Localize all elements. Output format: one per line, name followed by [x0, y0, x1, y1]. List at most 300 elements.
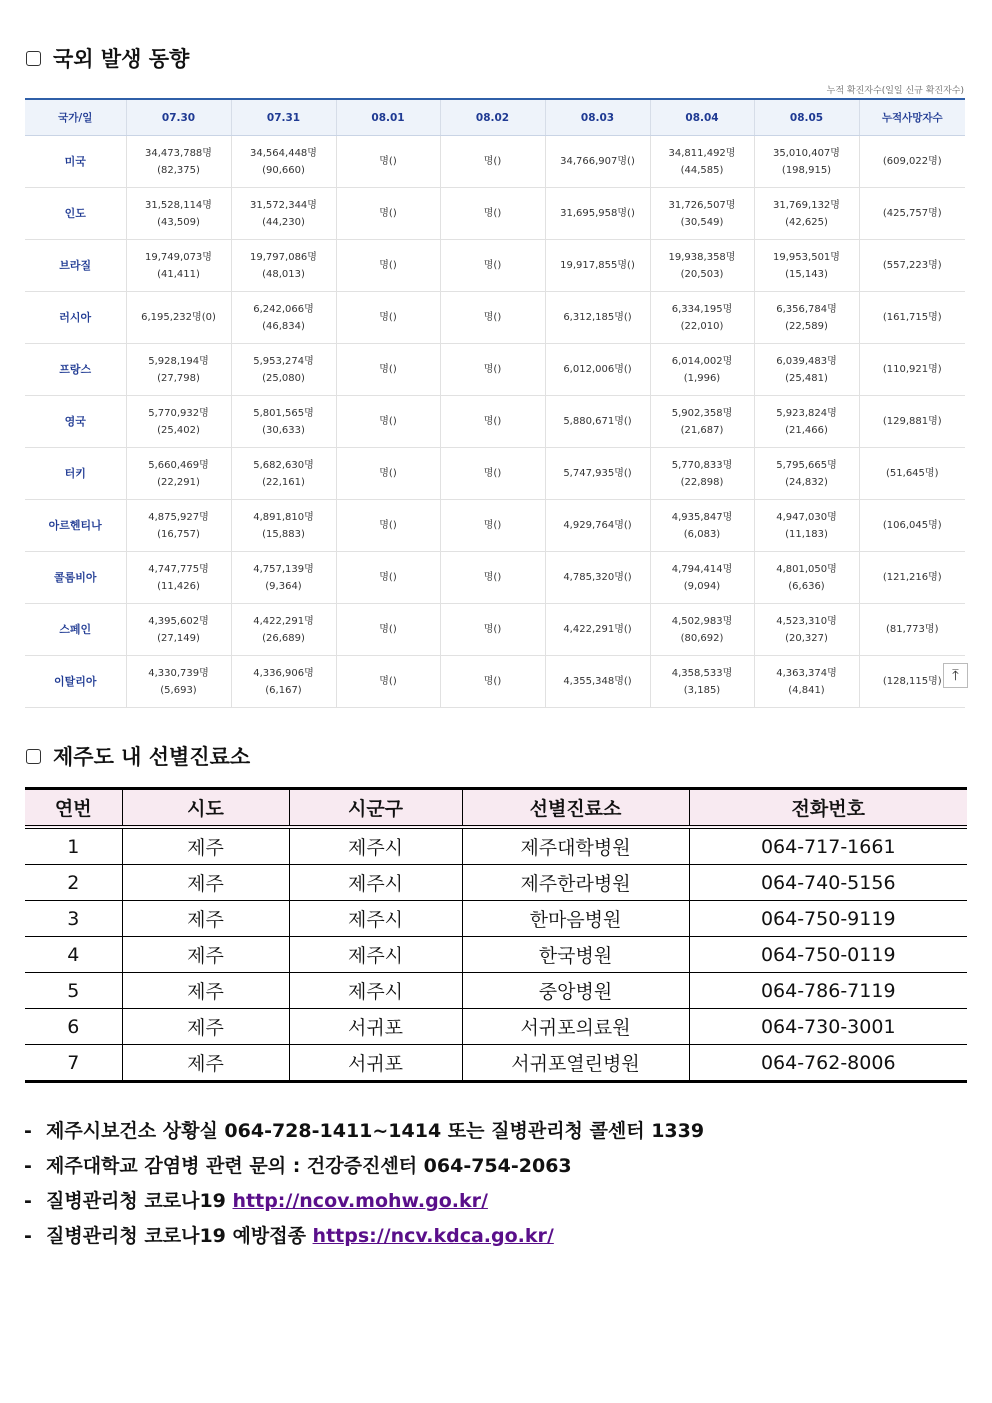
table-cell	[336, 448, 440, 500]
table-cell: 중앙병원	[462, 973, 689, 1009]
table-cell: 064-750-0119	[689, 937, 967, 973]
table-cell: 한국병원	[462, 937, 689, 973]
table-cell	[545, 500, 650, 552]
case-count: (106,045명)	[882, 520, 942, 531]
daily-new-cases: (43,509)	[157, 216, 200, 228]
case-count: 4,358,533명	[671, 667, 733, 679]
table-cell	[440, 344, 545, 396]
country-name: 프랑스	[25, 344, 126, 396]
table-cell	[440, 292, 545, 344]
table-cell	[859, 396, 965, 448]
case-count: 명()	[379, 624, 397, 635]
case-count: (110,921명)	[882, 364, 942, 375]
checkbox-icon	[26, 749, 41, 764]
table-cell	[336, 656, 440, 708]
table-row	[25, 396, 965, 448]
table-cell: 5	[25, 973, 122, 1009]
table-cell	[126, 552, 231, 604]
country-name: 터키	[25, 448, 126, 500]
table-cell	[440, 188, 545, 240]
column-header: 08.05	[754, 99, 859, 136]
case-count: 34,564,448명	[250, 147, 317, 159]
daily-new-cases: (3,185)	[683, 684, 721, 696]
case-count: 5,795,665명	[776, 459, 837, 471]
table-cell	[545, 344, 650, 396]
case-count: 4,935,847명	[671, 511, 733, 523]
table-cell: 4	[25, 937, 122, 973]
case-count: 6,356,784명	[776, 303, 837, 315]
table-cell	[650, 344, 754, 396]
table-cell	[754, 396, 859, 448]
table-cell: 서귀포	[289, 1009, 462, 1045]
clinics-title-text: 제주도 내 선별진료소	[53, 745, 251, 769]
case-count: 34,473,788명	[145, 147, 212, 159]
case-count: 5,801,565명	[253, 407, 314, 419]
table-cell: 제주대학병원	[462, 827, 689, 865]
table-cell: 7	[25, 1045, 122, 1082]
daily-new-cases: (25,481)	[785, 372, 828, 384]
table-cell: 제주	[122, 865, 289, 901]
case-count: 6,195,232명(0)	[141, 312, 216, 323]
table-cell	[440, 552, 545, 604]
overseas-cases-table	[25, 98, 965, 708]
case-count: 31,528,114명	[145, 199, 212, 211]
table-cell	[336, 344, 440, 396]
daily-new-cases: (15,143)	[785, 268, 828, 280]
daily-new-cases: (46,834)	[262, 320, 305, 332]
table-cell	[231, 344, 336, 396]
column-header: 연번	[25, 789, 122, 828]
case-count: 6,014,002명	[671, 355, 733, 367]
column-header: 선별진료소	[462, 789, 689, 828]
daily-new-cases: (198,915)	[781, 164, 832, 176]
daily-new-cases: (30,549)	[680, 216, 724, 228]
case-count: 31,572,344명	[250, 199, 317, 211]
case-count: (161,715명)	[882, 312, 942, 323]
daily-new-cases: (22,161)	[262, 476, 305, 488]
table-cell	[440, 656, 545, 708]
table-cell	[650, 448, 754, 500]
table-row	[25, 901, 967, 937]
country-name: 콜롬비아	[25, 552, 126, 604]
case-count: 5,770,932명	[148, 407, 209, 419]
overseas-section-title	[26, 43, 189, 73]
table-cell	[754, 188, 859, 240]
daily-new-cases: (16,757)	[157, 528, 200, 540]
daily-new-cases: (30,633)	[262, 424, 305, 436]
contact-line: - 제주시보건소 상황실 064-728-1411~1414 또는 질병관리청 콜센터 1339	[24, 1120, 705, 1142]
country-name: 이탈리아	[25, 656, 126, 708]
case-count: 4,422,291명()	[563, 624, 632, 635]
daily-new-cases: (27,798)	[157, 372, 200, 384]
case-count: 명()	[483, 676, 502, 687]
case-count: (557,223명)	[882, 260, 942, 271]
case-count: 31,769,132명	[773, 199, 840, 211]
daily-new-cases: (9,364)	[265, 580, 302, 592]
case-count: 명()	[379, 468, 397, 479]
case-count: 명()	[379, 416, 397, 427]
table-cell	[545, 240, 650, 292]
case-count: 5,660,469명	[148, 459, 209, 471]
case-count: 명()	[379, 572, 397, 583]
table-row	[25, 656, 965, 708]
table-cell	[859, 344, 965, 396]
case-count: 명()	[483, 624, 502, 635]
table-cell	[126, 344, 231, 396]
table-cell	[754, 448, 859, 500]
table-row	[25, 344, 965, 396]
table-cell	[859, 136, 965, 188]
table-cell	[754, 656, 859, 708]
daily-new-cases: (44,230)	[262, 216, 305, 228]
table-cell	[231, 552, 336, 604]
daily-new-cases: (6,083)	[683, 528, 721, 540]
table-cell: 제주시	[289, 973, 462, 1009]
country-name: 아르헨티나	[25, 500, 126, 552]
contact-info	[24, 1116, 704, 1256]
screening-clinics-table	[25, 787, 967, 1083]
case-count: 34,811,492명	[668, 147, 736, 159]
case-count: 5,880,671명()	[563, 416, 632, 427]
table-cell	[754, 604, 859, 656]
case-count: 명()	[379, 312, 397, 323]
daily-new-cases: (44,585)	[680, 164, 724, 176]
table-cell	[859, 188, 965, 240]
table-cell	[336, 136, 440, 188]
table-cell	[545, 292, 650, 344]
case-count: 4,891,810명	[253, 511, 314, 523]
table-cell	[126, 396, 231, 448]
case-count: 19,797,086명	[250, 251, 317, 263]
table-row	[25, 937, 967, 973]
table-cell: 6	[25, 1009, 122, 1045]
table-row	[25, 552, 965, 604]
case-count: 4,523,310명	[776, 615, 837, 627]
table-cell	[231, 396, 336, 448]
table-cell	[126, 500, 231, 552]
case-count: 35,010,407명	[773, 147, 840, 159]
daily-new-cases: (20,327)	[785, 632, 828, 644]
daily-new-cases: (4,841)	[788, 684, 825, 696]
table-cell: 1	[25, 827, 122, 865]
table-note: 누적 확진자수(일일 신규 확진자수)	[826, 86, 964, 96]
table-cell	[754, 500, 859, 552]
contact-line: - 제주대학교 감염병 관련 문의 : 건강증진센터 064-754-2063	[24, 1155, 572, 1177]
daily-new-cases: (5,693)	[160, 684, 197, 696]
ncv-link[interactable]: https://ncv.kdca.go.kr/	[312, 1225, 554, 1247]
table-cell	[545, 396, 650, 448]
daily-new-cases: (26,689)	[262, 632, 305, 644]
table-cell	[231, 656, 336, 708]
column-header: 전화번호	[689, 789, 967, 828]
table-row	[25, 604, 965, 656]
table-cell	[440, 500, 545, 552]
daily-new-cases: (20,503)	[680, 268, 724, 280]
case-count: 명()	[483, 416, 502, 427]
case-count: 6,312,185명()	[563, 312, 632, 323]
table-cell: 064-740-5156	[689, 865, 967, 901]
table-cell	[859, 604, 965, 656]
table-cell	[440, 136, 545, 188]
case-count: 4,422,291명	[253, 615, 314, 627]
table-row	[25, 292, 965, 344]
country-name: 러시아	[25, 292, 126, 344]
column-header: 07.31	[231, 99, 336, 136]
clinics-table-header	[25, 789, 967, 828]
case-count: 4,747,775명	[148, 563, 209, 575]
daily-new-cases: (22,589)	[785, 320, 828, 332]
ncov-link[interactable]: http://ncov.mohw.go.kr/	[232, 1190, 488, 1212]
table-cell	[126, 188, 231, 240]
table-cell: 서귀포의료원	[462, 1009, 689, 1045]
daily-new-cases: (15,883)	[262, 528, 305, 540]
case-count: 4,502,983명	[671, 615, 733, 627]
table-cell	[126, 604, 231, 656]
case-count: 4,801,050명	[776, 563, 837, 575]
table-cell	[126, 136, 231, 188]
table-cell: 서귀포	[289, 1045, 462, 1082]
case-count: 명()	[483, 260, 502, 271]
table-cell	[231, 136, 336, 188]
case-count: 4,363,374명	[776, 667, 837, 679]
table-cell	[336, 396, 440, 448]
case-count: 19,749,073명	[145, 251, 212, 263]
case-count: 5,747,935명()	[563, 468, 632, 479]
table-cell	[545, 136, 650, 188]
case-count: (51,645명)	[886, 468, 939, 479]
table-row	[25, 188, 965, 240]
case-count: (425,757명)	[882, 208, 942, 219]
table-cell	[754, 344, 859, 396]
daily-new-cases: (6,167)	[265, 684, 302, 696]
table-cell	[440, 604, 545, 656]
table-cell	[650, 500, 754, 552]
table-cell	[754, 292, 859, 344]
table-cell: 한마음병원	[462, 901, 689, 937]
daily-new-cases: (6,636)	[788, 580, 825, 592]
contact-text: 제주시보건소 상황실 064-728-1411~1414 또는 질병관리청 콜센터 1339	[46, 1120, 705, 1142]
case-count: 6,012,006명()	[563, 364, 632, 375]
case-count: 5,928,194명	[148, 355, 209, 367]
case-count: 4,947,030명	[776, 511, 837, 523]
case-count: 명()	[379, 156, 397, 167]
country-name: 브라질	[25, 240, 126, 292]
case-count: 명()	[483, 520, 502, 531]
table-cell	[650, 188, 754, 240]
case-count: 4,395,602명	[148, 615, 209, 627]
table-cell	[336, 188, 440, 240]
column-header: 08.03	[545, 99, 650, 136]
case-count: 명()	[483, 208, 502, 219]
table-cell: 064-750-9119	[689, 901, 967, 937]
table-cell: 제주시	[289, 901, 462, 937]
case-count: 4,757,139명	[253, 563, 314, 575]
daily-new-cases: (42,625)	[785, 216, 828, 228]
table-cell	[126, 448, 231, 500]
table-cell: 제주	[122, 827, 289, 865]
table-cell	[545, 448, 650, 500]
table-cell	[650, 240, 754, 292]
case-count: 명()	[483, 364, 502, 375]
daily-new-cases: (22,898)	[680, 476, 724, 488]
case-count: (121,216명)	[882, 572, 942, 583]
case-count: 5,953,274명	[253, 355, 314, 367]
table-cell	[650, 656, 754, 708]
case-count: 명()	[379, 520, 397, 531]
clinics-section-title	[26, 741, 250, 771]
column-header: 국가/일	[25, 99, 126, 136]
table-cell: 064-717-1661	[689, 827, 967, 865]
table-cell: 064-730-3001	[689, 1009, 967, 1045]
case-count: 19,953,501명	[773, 251, 840, 263]
country-name: 미국	[25, 136, 126, 188]
table-cell: 제주한라병원	[462, 865, 689, 901]
case-count: 34,766,907명()	[560, 156, 635, 167]
column-header: 누적사망자수	[859, 99, 965, 136]
case-count: 6,242,066명	[253, 303, 314, 315]
case-count: (129,881명)	[882, 416, 942, 427]
table-cell	[231, 188, 336, 240]
table-cell: 제주	[122, 901, 289, 937]
case-count: (81,773명)	[886, 624, 939, 635]
table-cell	[440, 448, 545, 500]
table-cell	[859, 292, 965, 344]
case-count: 31,726,507명	[668, 199, 736, 211]
case-count: 5,902,358명	[671, 407, 733, 419]
table-cell	[859, 448, 965, 500]
daily-new-cases: (24,832)	[785, 476, 828, 488]
daily-new-cases: (11,183)	[785, 528, 828, 540]
column-header: 07.30	[126, 99, 231, 136]
table-cell	[545, 604, 650, 656]
table-cell	[126, 240, 231, 292]
case-count: 명()	[379, 260, 397, 271]
table-row	[25, 865, 967, 901]
table-cell	[545, 188, 650, 240]
case-count: 4,929,764명()	[563, 520, 632, 531]
daily-new-cases: (21,687)	[680, 424, 724, 436]
daily-new-cases: (27,149)	[157, 632, 200, 644]
table-row	[25, 240, 965, 292]
table-cell	[336, 292, 440, 344]
daily-new-cases: (1,996)	[683, 372, 721, 384]
table-row	[25, 1009, 967, 1045]
table-cell	[754, 552, 859, 604]
daily-new-cases: (41,411)	[157, 268, 200, 280]
daily-new-cases: (22,291)	[157, 476, 200, 488]
table-cell: 제주	[122, 973, 289, 1009]
case-count: 5,770,833명	[671, 459, 733, 471]
table-cell	[545, 656, 650, 708]
case-count: 6,039,483명	[776, 355, 837, 367]
table-cell	[336, 552, 440, 604]
daily-new-cases: (11,426)	[157, 580, 200, 592]
daily-new-cases: (80,692)	[680, 632, 724, 644]
daily-new-cases: (25,402)	[157, 424, 200, 436]
table-cell	[650, 604, 754, 656]
table-cell	[650, 396, 754, 448]
table-cell: 제주시	[289, 827, 462, 865]
country-name: 영국	[25, 396, 126, 448]
table-cell	[440, 240, 545, 292]
table-cell	[336, 500, 440, 552]
contact-line: - 질병관리청 코로나19 http://ncov.mohw.go.kr/	[24, 1190, 488, 1212]
table-cell: 제주	[122, 937, 289, 973]
table-cell: 2	[25, 865, 122, 901]
table-cell	[545, 552, 650, 604]
case-count: 4,330,739명	[148, 667, 209, 679]
table-cell	[440, 396, 545, 448]
table-cell	[336, 604, 440, 656]
table-cell: 064-762-8006	[689, 1045, 967, 1082]
table-cell	[650, 292, 754, 344]
table-cell: 제주시	[289, 865, 462, 901]
table-cell	[231, 604, 336, 656]
daily-new-cases: (82,375)	[157, 164, 200, 176]
case-count: 명()	[483, 572, 502, 583]
case-count: 명()	[379, 364, 397, 375]
table-cell	[650, 552, 754, 604]
table-cell	[231, 292, 336, 344]
daily-new-cases: (25,080)	[262, 372, 305, 384]
column-header: 시군구	[289, 789, 462, 828]
case-count: (609,022명)	[882, 156, 942, 167]
daily-new-cases: (22,010)	[680, 320, 724, 332]
table-cell: 제주	[122, 1009, 289, 1045]
contact-text: 질병관리청 코로나19	[46, 1190, 233, 1212]
table-row	[25, 973, 967, 1009]
table-cell	[336, 240, 440, 292]
country-name: 스페인	[25, 604, 126, 656]
case-count: 6,334,195명	[671, 303, 733, 315]
table-cell	[859, 240, 965, 292]
case-count: 19,917,855명()	[560, 260, 635, 271]
table-cell	[231, 500, 336, 552]
case-count: 31,695,958명()	[560, 208, 635, 219]
overseas-title-text: 국외 발생 동향	[53, 47, 190, 71]
table-cell: 제주	[122, 1045, 289, 1082]
overseas-table-header	[25, 99, 965, 136]
scroll-top-button[interactable]	[943, 663, 968, 688]
case-count: 명()	[379, 208, 397, 219]
daily-new-cases: (90,660)	[262, 164, 305, 176]
daily-new-cases: (21,466)	[785, 424, 828, 436]
table-cell	[754, 136, 859, 188]
table-cell	[859, 552, 965, 604]
case-count: 4,785,320명()	[563, 572, 632, 583]
contact-line: - 질병관리청 코로나19 예방접종 https://ncv.kdca.go.kr/	[24, 1225, 554, 1247]
case-count: 4,355,348명()	[563, 676, 632, 687]
table-row	[25, 136, 965, 188]
case-count: 19,938,358명	[668, 251, 736, 263]
case-count: 5,682,630명	[253, 459, 314, 471]
table-row	[25, 1045, 967, 1082]
daily-new-cases: (9,094)	[683, 580, 721, 592]
arrow-up-to-line-icon: ⤒	[952, 666, 959, 684]
case-count: 명()	[483, 468, 502, 479]
case-count: 명()	[483, 312, 502, 323]
table-cell	[231, 240, 336, 292]
table-cell	[126, 292, 231, 344]
case-count: 명()	[483, 156, 502, 167]
contact-text: 제주대학교 감염병 관련 문의 : 건강증진센터 064-754-2063	[46, 1155, 572, 1177]
table-cell	[650, 136, 754, 188]
table-cell: 제주시	[289, 937, 462, 973]
table-row	[25, 827, 967, 865]
table-cell	[231, 448, 336, 500]
column-header: 08.01	[336, 99, 440, 136]
table-cell	[859, 500, 965, 552]
